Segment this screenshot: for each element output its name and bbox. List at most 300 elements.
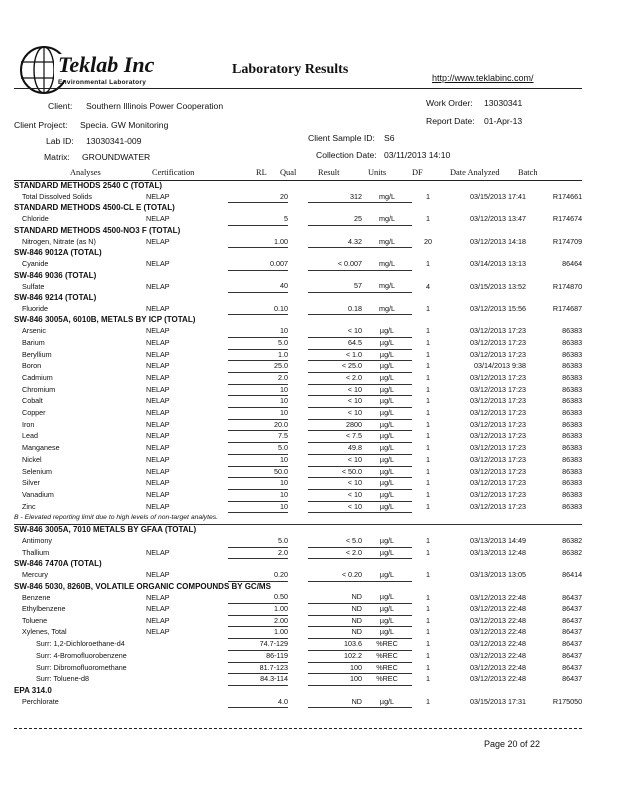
units: mg/L xyxy=(362,281,412,292)
certification: NELAP xyxy=(146,326,170,336)
dilution-factor: 1 xyxy=(426,396,430,406)
dilution-factor: 1 xyxy=(426,592,430,602)
reporting-limit: 1.00 xyxy=(228,627,288,639)
analyte-row xyxy=(14,396,582,408)
units: µg/L xyxy=(362,570,412,581)
analyte-name: Xylenes, Total xyxy=(22,627,67,637)
units: µg/L xyxy=(362,536,412,547)
batch-id: 86383 xyxy=(562,372,583,382)
certification xyxy=(146,697,228,708)
qualifier xyxy=(288,454,308,466)
dilution-factor: 1 xyxy=(426,431,430,441)
analyte-name: Chloride xyxy=(22,214,49,224)
qualifier xyxy=(288,192,308,203)
reporting-limit: 1.0 xyxy=(228,349,288,361)
method-name: STANDARD METHODS 2540 C (TOTAL) xyxy=(14,181,163,190)
units: mg/L xyxy=(362,259,412,270)
analyte-name: Cadmium xyxy=(22,372,53,382)
batch-id: 86383 xyxy=(562,454,583,464)
units: %REC xyxy=(362,650,412,662)
sample-id-label: Client Sample ID: xyxy=(308,133,375,143)
surrogate-row xyxy=(14,639,582,651)
result-value: 100 xyxy=(308,662,362,674)
qualifier xyxy=(288,443,308,455)
qualifier xyxy=(288,615,308,627)
batch-id: 86437 xyxy=(562,592,583,602)
lab-id-value: 13030341-009 xyxy=(86,136,142,146)
units: µg/L xyxy=(362,627,412,639)
method-section-header xyxy=(14,315,582,326)
result-value: 102.2 xyxy=(308,650,362,662)
certification: NELAP xyxy=(146,384,170,394)
batch-id: 86437 xyxy=(562,615,583,625)
certification: NELAP xyxy=(146,466,170,476)
qualifier xyxy=(288,478,308,490)
analyte-row xyxy=(14,408,582,420)
analyte-row xyxy=(14,419,582,431)
certification: NELAP xyxy=(146,361,170,371)
analyte-row xyxy=(14,604,582,616)
batch-id: 86383 xyxy=(562,489,583,499)
certification: NELAP xyxy=(146,604,170,614)
certification: NELAP xyxy=(146,303,170,313)
units: µg/L xyxy=(362,326,412,337)
batch-id: 86383 xyxy=(562,337,583,347)
certification: NELAP xyxy=(146,396,170,406)
batch-id: 86437 xyxy=(562,604,583,614)
dilution-factor: 1 xyxy=(426,372,430,382)
reporting-limit: 20.0 xyxy=(228,419,288,431)
dilution-factor: 1 xyxy=(426,489,430,499)
certification: NELAP xyxy=(146,349,170,359)
analyte-name: Silver xyxy=(22,478,40,488)
units: %REC xyxy=(362,674,412,686)
result-value: < 10 xyxy=(308,384,362,396)
col-batch: Batch xyxy=(518,168,538,177)
analyte-row xyxy=(14,337,582,349)
batch-id: 86437 xyxy=(562,662,583,672)
batch-id: 86383 xyxy=(562,326,583,336)
result-value: 49.8 xyxy=(308,443,362,455)
qualifier xyxy=(288,662,308,674)
qualifier xyxy=(288,639,308,651)
batch-id: 86383 xyxy=(562,419,583,429)
reporting-limit: 10 xyxy=(228,489,288,501)
analyte-row xyxy=(14,431,582,443)
col-result: Result xyxy=(318,168,340,177)
dilution-factor: 1 xyxy=(426,303,430,313)
units: µg/L xyxy=(362,592,412,603)
analyte-name: Ethylbenzene xyxy=(22,604,66,614)
analyte-name: Total Dissolved Solids xyxy=(22,191,92,201)
analyte-name: Mercury xyxy=(22,570,48,580)
analyte-row xyxy=(14,478,582,490)
analyte-name: Lead xyxy=(22,431,38,441)
result-value: < 2.0 xyxy=(308,547,362,559)
date-analyzed: 03/12/2013 17:23 xyxy=(470,489,526,499)
batch-id: 86383 xyxy=(562,349,583,359)
dilution-factor: 1 xyxy=(426,696,430,706)
date-analyzed: 03/12/2013 17:23 xyxy=(470,372,526,382)
units: µg/L xyxy=(362,384,412,396)
reporting-limit: 10 xyxy=(228,501,288,513)
result-value: < 10 xyxy=(308,326,362,337)
date-analyzed: 03/12/2013 22:48 xyxy=(470,604,526,614)
method-name: SW-846 9036 (TOTAL) xyxy=(14,270,97,280)
reporting-limit: 40 xyxy=(228,281,288,292)
col-units: Units xyxy=(368,168,387,177)
date-analyzed: 03/15/2013 17:41 xyxy=(470,191,526,201)
analyte-name: Thallium xyxy=(22,547,50,557)
analyte-row xyxy=(14,592,582,603)
method-name: SW-846 5030, 8260B, VOLATILE ORGANIC COMPOUNDS BY GC/MS xyxy=(14,581,271,591)
method-name: SW-846 9214 (TOTAL) xyxy=(14,293,97,303)
units: µg/L xyxy=(362,337,412,349)
analyte-row xyxy=(14,281,582,292)
dilution-factor: 1 xyxy=(426,604,430,614)
date-analyzed: 03/12/2013 17:23 xyxy=(470,349,526,359)
dilution-factor: 1 xyxy=(426,408,430,418)
collection-date-label: Collection Date: xyxy=(316,150,377,160)
col-date-analyzed: Date Analyzed xyxy=(450,168,500,177)
units: mg/L xyxy=(362,304,412,315)
date-analyzed: 03/12/2013 17:23 xyxy=(470,454,526,464)
batch-id: R175050 xyxy=(552,696,583,706)
method-name: SW-846 3005A, 6010B, METALS BY ICP (TOTAL) xyxy=(14,315,196,325)
units: mg/L xyxy=(362,192,412,203)
result-value: < 1.0 xyxy=(308,349,362,361)
qualifier xyxy=(288,674,308,686)
date-analyzed: 03/15/2013 13:52 xyxy=(470,281,526,291)
certification: NELAP xyxy=(146,501,170,511)
method-name: EPA 314.0 xyxy=(14,685,52,695)
method-section-header xyxy=(14,293,582,304)
result-value: < 10 xyxy=(308,489,362,501)
units: µg/L xyxy=(362,349,412,361)
units: µg/L xyxy=(362,361,412,373)
date-analyzed: 03/12/2013 17:23 xyxy=(470,337,526,347)
reporting-limit: 7.5 xyxy=(228,431,288,443)
result-value: < 50.0 xyxy=(308,466,362,478)
batch-id: R174674 xyxy=(552,214,583,224)
certification: NELAP xyxy=(146,431,170,441)
reporting-limit: 10 xyxy=(228,384,288,396)
certification: NELAP xyxy=(146,592,170,602)
reporting-limit: 2.0 xyxy=(228,547,288,559)
date-analyzed: 03/15/2013 17:31 xyxy=(470,696,526,706)
analyte-name: Nickel xyxy=(22,454,42,464)
result-value: 100 xyxy=(308,674,362,686)
col-certification: Certification xyxy=(152,168,195,177)
certification: NELAP xyxy=(146,191,170,201)
reporting-limit: 2.0 xyxy=(228,372,288,384)
analyte-name: Cyanide xyxy=(22,259,49,269)
qualifier xyxy=(288,489,308,501)
qualifier xyxy=(288,337,308,349)
analyte-row xyxy=(14,570,582,581)
teklab-logo xyxy=(14,40,154,102)
date-analyzed: 03/12/2013 17:23 xyxy=(470,431,526,441)
certification xyxy=(146,536,228,547)
units: µg/L xyxy=(362,547,412,559)
certification: NELAP xyxy=(146,454,170,464)
units: %REC xyxy=(362,662,412,674)
reporting-limit: 84.3-114 xyxy=(228,674,288,686)
analyte-name: Fluoride xyxy=(22,303,48,313)
qualifier xyxy=(288,408,308,420)
result-value: ND xyxy=(308,604,362,616)
method-name: SW-846 7470A (TOTAL) xyxy=(14,559,102,569)
website-link[interactable]: http://www.teklabinc.com/ xyxy=(432,73,534,83)
batch-id: 86383 xyxy=(562,501,583,511)
method-section-header xyxy=(14,525,582,536)
certification: NELAP xyxy=(146,478,170,488)
date-analyzed: 03/12/2013 22:48 xyxy=(470,615,526,625)
certification: NELAP xyxy=(146,281,170,291)
certification: NELAP xyxy=(146,627,170,637)
method-section-header xyxy=(14,270,582,281)
reporting-limit: 0.20 xyxy=(228,570,288,581)
units: µg/L xyxy=(362,466,412,478)
method-section-header xyxy=(14,248,582,259)
matrix-label: Matrix: xyxy=(44,152,70,162)
date-analyzed: 03/12/2013 17:23 xyxy=(470,443,526,453)
qualifier xyxy=(288,697,308,708)
result-value: ND xyxy=(308,627,362,639)
qualifier xyxy=(288,419,308,431)
result-value: < 10 xyxy=(308,501,362,513)
date-analyzed: 03/12/2013 13:47 xyxy=(470,214,526,224)
qualifier xyxy=(288,466,308,478)
date-analyzed: 03/12/2013 17:23 xyxy=(470,466,526,476)
analyte-name: Chromium xyxy=(22,384,56,394)
qualifier xyxy=(288,650,308,662)
qualifier xyxy=(288,384,308,396)
qualifier xyxy=(288,361,308,373)
result-value: 103.6 xyxy=(308,639,362,651)
date-analyzed: 03/12/2013 17:23 xyxy=(470,501,526,511)
units: mg/L xyxy=(362,237,412,248)
date-analyzed: 03/14/2013 13:13 xyxy=(470,259,526,269)
batch-id: R174870 xyxy=(552,281,583,291)
analyte-row xyxy=(14,237,582,248)
certification: NELAP xyxy=(146,419,170,429)
certification: NELAP xyxy=(146,570,170,580)
work-order-value: 13030341 xyxy=(484,98,523,108)
certification: NELAP xyxy=(146,337,170,347)
method-section-header xyxy=(14,225,582,236)
batch-id: 86437 xyxy=(562,674,583,684)
reporting-limit: 10 xyxy=(228,408,288,420)
qualifier xyxy=(288,326,308,337)
date-analyzed: 03/12/2013 22:48 xyxy=(470,662,526,672)
client-value: Southern Illinois Power Cooperation xyxy=(86,101,224,111)
method-name: STANDARD METHODS 4500-CL E (TOTAL) xyxy=(14,203,175,213)
reporting-limit: 74.7-129 xyxy=(228,639,288,651)
col-analyses: Analyses xyxy=(70,168,101,177)
col-df: DF xyxy=(412,168,423,177)
result-value: 57 xyxy=(308,281,362,292)
date-analyzed: 03/12/2013 22:48 xyxy=(470,592,526,602)
dilution-factor: 1 xyxy=(426,547,430,557)
footnote-row xyxy=(14,513,582,525)
result-value: < 0.007 xyxy=(308,259,362,270)
analyte-row xyxy=(14,547,582,559)
analyte-name: Cobalt xyxy=(22,396,43,406)
date-analyzed: 03/12/2013 17:23 xyxy=(470,396,526,406)
certification: NELAP xyxy=(146,372,170,382)
units: %REC xyxy=(362,639,412,651)
result-value: < 2.0 xyxy=(308,372,362,384)
analyte-name: Barium xyxy=(22,337,45,347)
analyte-row xyxy=(14,259,582,270)
method-name: STANDARD METHODS 4500-NO3 F (TOTAL) xyxy=(14,225,181,235)
analyte-row xyxy=(14,454,582,466)
analyte-row xyxy=(14,384,582,396)
batch-id: R174709 xyxy=(552,236,583,246)
result-value: < 0.20 xyxy=(308,570,362,581)
dilution-factor: 1 xyxy=(426,454,430,464)
batch-id: 86464 xyxy=(562,259,583,269)
analyte-name: Antimony xyxy=(22,536,52,546)
dilution-factor: 1 xyxy=(426,674,430,684)
analyte-name: Selenium xyxy=(22,466,52,476)
method-section-header xyxy=(14,581,582,592)
reporting-limit: 10 xyxy=(228,396,288,408)
certification: NELAP xyxy=(146,259,170,269)
analyte-row xyxy=(14,501,582,513)
reporting-limit: 5.0 xyxy=(228,536,288,547)
analyte-row xyxy=(14,697,582,708)
dilution-factor: 1 xyxy=(426,349,430,359)
method-section-header xyxy=(14,685,582,696)
company-name: Teklab Inc xyxy=(58,52,155,77)
result-value: 312 xyxy=(308,192,362,203)
dilution-factor: 1 xyxy=(426,662,430,672)
batch-id: 86383 xyxy=(562,384,583,394)
result-value: ND xyxy=(308,592,362,603)
analyte-row xyxy=(14,466,582,478)
analyte-name: Nitrogen, Nitrate (as N) xyxy=(22,236,96,246)
dilution-factor: 1 xyxy=(426,259,430,269)
reporting-limit: 0.50 xyxy=(228,592,288,603)
qualifier xyxy=(288,372,308,384)
certification: NELAP xyxy=(146,236,170,246)
col-qual: Qual xyxy=(280,168,297,177)
reporting-limit: 5.0 xyxy=(228,337,288,349)
qualifier xyxy=(288,237,308,248)
date-analyzed: 03/12/2013 17:23 xyxy=(470,408,526,418)
qualifier xyxy=(288,304,308,315)
batch-id: 86437 xyxy=(562,650,583,660)
qualifier xyxy=(288,259,308,270)
reporting-limit: 81.7-123 xyxy=(228,662,288,674)
analyte-row xyxy=(14,349,582,361)
result-value: ND xyxy=(308,697,362,708)
dilution-factor: 4 xyxy=(426,281,430,291)
qualifier xyxy=(288,547,308,559)
analyte-row xyxy=(14,443,582,455)
batch-id: 86437 xyxy=(562,627,583,637)
dilution-factor: 1 xyxy=(426,326,430,336)
units: µg/L xyxy=(362,396,412,408)
batch-id: 86383 xyxy=(562,361,583,371)
date-analyzed: 03/13/2013 12:48 xyxy=(470,547,526,557)
batch-id: 86383 xyxy=(562,408,583,418)
result-value: ND xyxy=(308,615,362,627)
analyte-row xyxy=(14,615,582,627)
certification: NELAP xyxy=(146,489,170,499)
batch-id: 86382 xyxy=(562,536,583,546)
certification xyxy=(146,674,228,686)
analyte-name: Arsenic xyxy=(22,326,46,336)
date-analyzed: 03/12/2013 22:48 xyxy=(470,650,526,660)
footer-rule xyxy=(14,728,582,729)
reporting-limit: 86-119 xyxy=(228,650,288,662)
analyte-row xyxy=(14,372,582,384)
analyte-name: Vanadium xyxy=(22,489,54,499)
units: µg/L xyxy=(362,431,412,443)
result-value: < 5.0 xyxy=(308,536,362,547)
date-analyzed: 03/12/2013 15:56 xyxy=(470,303,526,313)
units: µg/L xyxy=(362,419,412,431)
analyte-name: Perchlorate xyxy=(22,696,59,706)
units: µg/L xyxy=(362,478,412,490)
method-section-header xyxy=(14,559,582,570)
analyte-name: Manganese xyxy=(22,443,60,453)
analyte-name: Surr: 4-Bromofluorobenzene xyxy=(36,650,127,660)
certification xyxy=(146,650,228,662)
reporting-limit: 5 xyxy=(228,214,288,225)
col-rl: RL xyxy=(256,168,267,177)
qualifier xyxy=(288,396,308,408)
certification: NELAP xyxy=(146,615,170,625)
date-analyzed: 03/12/2013 17:23 xyxy=(470,478,526,488)
result-value: < 10 xyxy=(308,454,362,466)
analyte-name: Beryllium xyxy=(22,349,52,359)
reporting-limit: 10 xyxy=(228,478,288,490)
date-analyzed: 03/12/2013 22:48 xyxy=(470,674,526,684)
units: µg/L xyxy=(362,372,412,384)
date-analyzed: 03/12/2013 14:18 xyxy=(470,236,526,246)
qualifier xyxy=(288,536,308,547)
reporting-limit: 10 xyxy=(228,454,288,466)
batch-id: 86383 xyxy=(562,478,583,488)
qualifier xyxy=(288,592,308,603)
work-order-label: Work Order: xyxy=(426,98,473,108)
surrogate-row xyxy=(14,662,582,674)
analyte-name: Toluene xyxy=(22,615,48,625)
result-value: < 10 xyxy=(308,408,362,420)
report-title: Laboratory Results xyxy=(232,62,349,77)
qualifier xyxy=(288,431,308,443)
surrogate-row xyxy=(14,650,582,662)
reporting-limit: 0.007 xyxy=(228,259,288,270)
analyte-name: Benzene xyxy=(22,592,51,602)
units: µg/L xyxy=(362,604,412,616)
date-analyzed: 03/13/2013 14:49 xyxy=(470,536,526,546)
analyte-row xyxy=(14,489,582,501)
company-subtitle: Environmental Laboratory xyxy=(58,79,147,86)
analyte-name: Surr: Toluene-d8 xyxy=(36,674,90,684)
report-date-label: Report Date: xyxy=(426,116,475,126)
result-value: < 7.5 xyxy=(308,431,362,443)
date-analyzed: 03/12/2013 17:23 xyxy=(470,419,526,429)
batch-id: 86383 xyxy=(562,431,583,441)
qualifier xyxy=(288,281,308,292)
result-value: 0.18 xyxy=(308,304,362,315)
units: µg/L xyxy=(362,454,412,466)
